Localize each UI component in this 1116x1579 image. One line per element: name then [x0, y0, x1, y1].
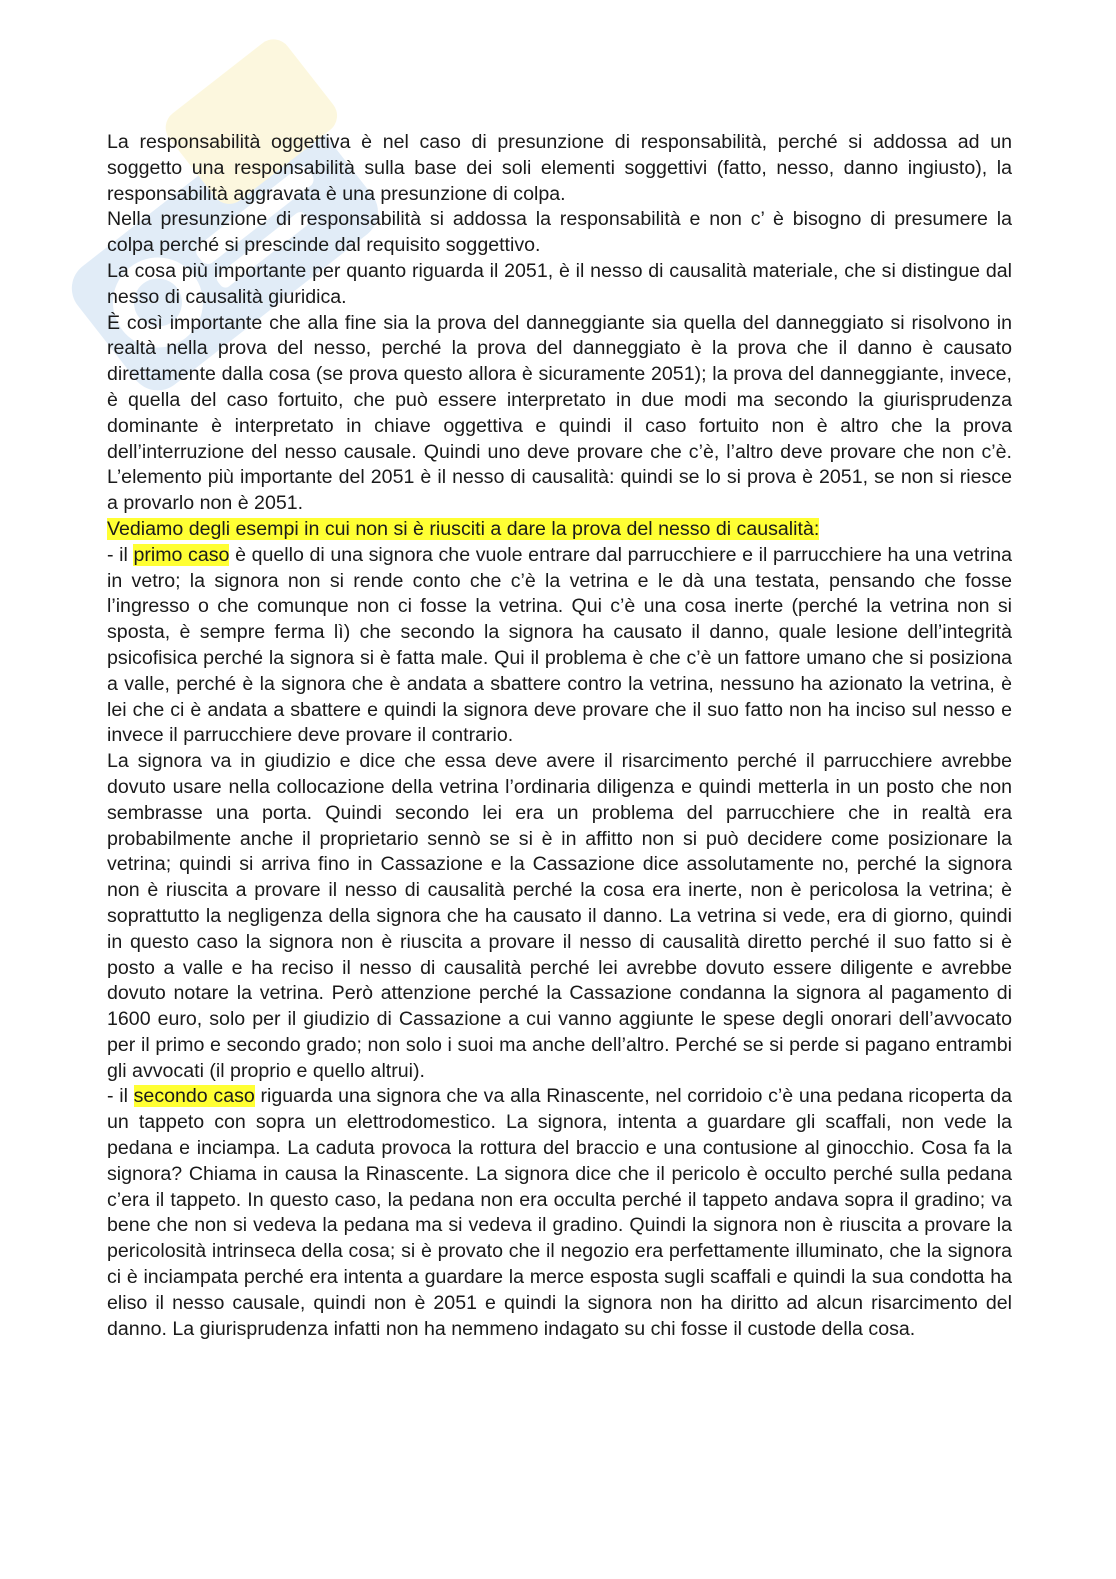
- text-run: La cosa più importante per quanto riguarda il 2051, è il nesso di causalità materiale, che si distingue dal nesso di causalità giuridica.: [107, 259, 1012, 308]
- text-run: Nella presunzione di responsabilità si addossa la responsabilità e non c’ è bisogno di presumere la colpa perché si prescinde dal requisito soggettivo.: [107, 208, 1012, 257]
- paragraph: [107, 543, 1012, 749]
- text-run: La signora va in giudizio e dice che essa deve avere il risarcimento perché il parrucchiere avrebbe dovuto usare nella collocazione della vetrina l’ordinaria diligenza e quindi metterla in un posto che non sembrasse una porta. Quindi secondo lei era un problema del parrucchiere che in realtà era probabilmente anche il proprietario sennò se si è in affitto non si può decidere come posizionare la vetrina; quindi si arriva fino in Cassazione e la Cassazione dice assolutamente no, perché la signora non è riuscita a provare il nesso di causalità perché la cosa era inerte, non è pericolosa la vetrina; è soprattutto la negligenza della signora che ha causato il danno. La vetrina si vede, era di giorno, quindi in questo caso la signora non è riuscita a provare il nesso di causalità diretto perché il suo fatto si è posto a valle e ha reciso il nesso di causalità perché lei avrebbe dovuto essere diligente e avrebbe dovuto notare la vetrina. Però attenzione perché la Cassazione condanna la signora al pagamento di 1600 euro, solo per il giudizio di Cassazione a cui vanno aggiunte le spese degli onorari dell’avvocato per il primo e secondo grado; non solo i suoi ma anche dell’altro. Perché se si perde si pagano entrambi gli avvocati (il proprio e quello altrui).: [107, 750, 1012, 1082]
- paragraph: [107, 259, 1012, 311]
- text-run: La responsabilità oggettiva è nel caso di presunzione di responsabilità, perché si addossa ad un soggetto una responsabilità sulla base dei soli elementi soggettivi (fatto, nesso, danno ingiusto), la responsabilità aggravata è una presunzione di colpa.: [107, 131, 1012, 205]
- text-run: - il: [107, 1085, 134, 1108]
- paragraph: [107, 1084, 1012, 1342]
- paragraph: [107, 130, 1012, 207]
- highlighted-text: primo caso: [133, 543, 230, 566]
- paragraph: [107, 207, 1012, 259]
- text-run: è quello di una signora che vuole entrare dal parrucchiere e il parrucchiere ha una vetrina in vetro; la signora non si rende conto che c’è la vetrina e le dà una testata, pensando che fosse l’ingresso o che comunque non ci fosse la vetrina. Qui c’è una cosa inerte (perché la vetrina non si sposta, è sempre ferma lì) che secondo la signora ha causato il danno, quale lesione dell’integrità psicofisica perché la signora si è fatta male. Qui il problema è che c’è un fattore umano che si posiziona a valle, perché è la signora che è andata a sbattere contro la vetrina, nessuno ha azionato la vetrina, è lei che ci è andata a sbattere e quindi la signora deve provare che il suo fatto non ha inciso sul nesso e invece il parrucchiere deve provare il contrario.: [107, 543, 1012, 747]
- paragraph: [107, 517, 1012, 543]
- text-run: - il: [107, 543, 134, 566]
- highlighted-text: secondo caso: [133, 1085, 255, 1108]
- highlighted-text: Vediamo degli esempi in cui non si è riusciti a dare la prova del nesso di causalità:: [107, 517, 820, 540]
- text-run: È così importante che alla fine sia la prova del danneggiante sia quella del danneggiato si risolvono in realtà nella prova del nesso, perché la prova del danneggiato è la prova che il danno è causato direttamente dalla cosa (se prova questo allora è sicuramente 2051); la prova del danneggiante, invece, è quella del caso fortuito, che può essere interpretato in due modi ma secondo la giurisprudenza dominante è interpretato in chiave oggettiva e quindi il caso fortuito non è altro che la prova dell’interruzione del nesso causale. Quindi uno deve provare che c’è, l’altro deve provare che non c’è. L’elemento più importante del 2051 è il nesso di causalità: quindi se lo si prova è 2051, se non si riesce a provarlo non è 2051.: [107, 311, 1012, 515]
- text-run: riguarda una signora che va alla Rinascente, nel corridoio c’è una pedana ricoperta da un tappeto con sopra un elettrodomestico. La signora, intenta a guardare gli scaffali, non vede la pedana e inciampa. La caduta provoca la rottura del braccio e una contusione al ginocchio. Cosa fa la signora? Chiama in causa la Rinascente. La signora dice che il pericolo è occulto perché sulla pedana c’era il tappeto. In questo caso, la pedana non era occulta perché il tappeto andava sopra il gradino; va bene che non si vedeva la pedana ma si vedeva il gradino. Quindi la signora non è riuscita a provare la pericolosità intrinseca della cosa; si è provato che il negozio era perfettamente illuminato, che la signora ci è inciampata perché era intenta a guardare la merce esposta sugli scaffali e quindi la sua condotta ha eliso il nesso causale, quindi non è 2051 e quindi la signora non ha diritto ad alcun risarcimento del danno. La giurisprudenza infatti non ha nemmeno indagato su chi fosse il custode della cosa.: [107, 1085, 1013, 1340]
- paragraph: [107, 749, 1012, 1084]
- paragraph: [107, 311, 1012, 517]
- document-body: [107, 130, 1012, 1342]
